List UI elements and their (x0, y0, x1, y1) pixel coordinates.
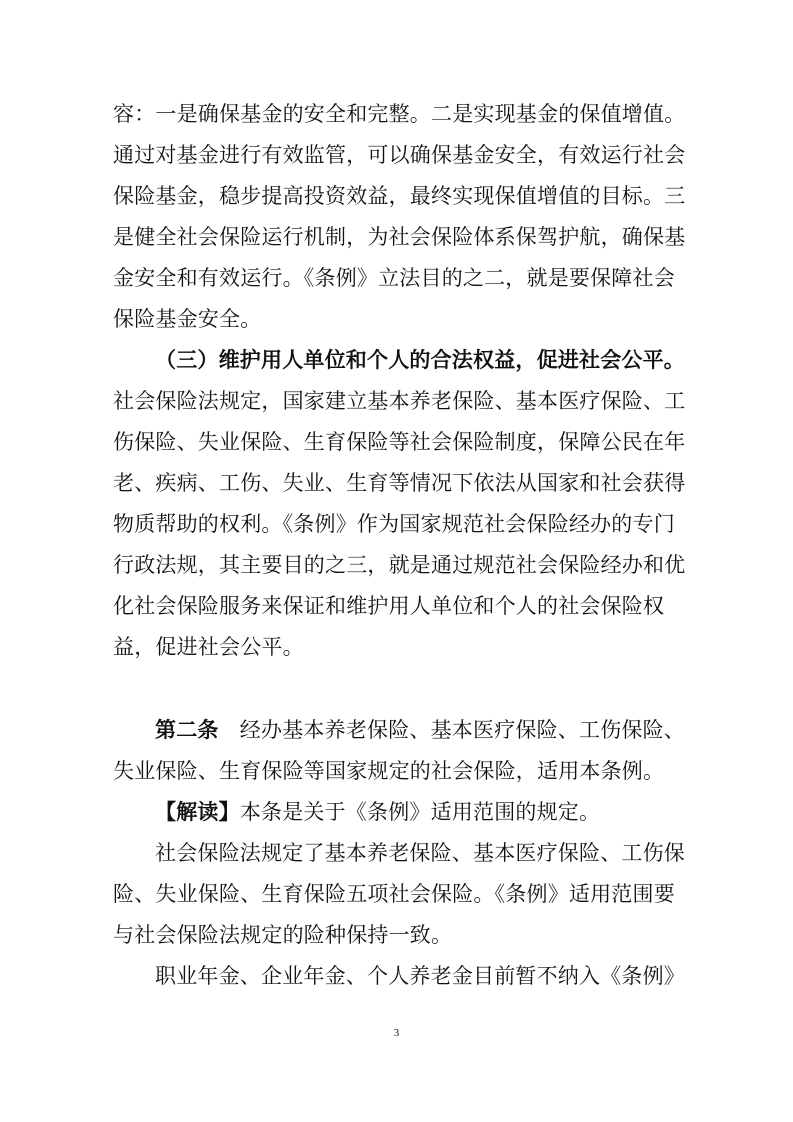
text-line: 化社会保险服务来保证和维护用人单位和个人的社会保险权 (113, 594, 665, 618)
interpretation-text: 本条是关于《条例》适用范围的规定。 (239, 800, 601, 824)
section-heading: （三）维护用人单位和个人的合法权益，促进社会公平。 (155, 347, 685, 372)
article-line (155, 716, 685, 744)
text-line: 物质帮助的权利。《条例》作为国家规范社会保险经办的专门 (113, 512, 675, 536)
text-line: 行政法规，其主要目的之三，就是通过规范社会保险经办和优 (113, 553, 686, 577)
text-line: 社会保险法规定，国家建立基本养老保险、基本医疗保险、工 (113, 389, 686, 413)
text-line: 险、失业保险、生育保险五项社会保险。《条例》适用范围要 (113, 882, 675, 906)
text-line: 伤保险、失业保险、生育保险等社会保险制度，保障公民在年 (113, 430, 686, 454)
text-line: 老、疾病、工伤、失业、生育等情况下依法从国家和社会获得 (113, 471, 686, 495)
article-label: 第二条 (155, 717, 219, 742)
page-number: 3 (393, 1027, 400, 1039)
interpretation-line (155, 798, 600, 826)
text-line: 保险基金安全。 (113, 307, 262, 331)
text-line: 保险基金，稳步提高投资效益，最终实现保值增值的目标。三 (113, 184, 686, 208)
text-line: 是健全社会保险运行机制，为社会保险体系保驾护航，确保基 (113, 225, 686, 249)
text-line: 与社会保险法规定的险种保持一致。 (113, 923, 453, 947)
article-text: 经办基本养老保险、基本医疗保险、工伤保险、 (218, 718, 686, 742)
text-line: 职业年金、企业年金、个人养老金目前暂不纳入《条例》 (155, 964, 685, 988)
article-line: 失业保险、生育保险等国家规定的社会保险，适用本条例。 (113, 759, 665, 783)
text-line: 益，促进社会公平。 (113, 635, 304, 659)
text-line: 金安全和有效运行。《条例》立法目的之二，就是要保障社会 (113, 266, 675, 290)
interpretation-label: 【解读】 (155, 799, 240, 824)
text-line: 容：一是确保基金的安全和完整。二是实现基金的保值增值。 (113, 102, 686, 126)
text-line: 社会保险法规定了基本养老保险、基本医疗保险、工伤保 (155, 841, 685, 865)
text-line: 通过对基金进行有效监管，可以确保基金安全，有效运行社会 (113, 143, 686, 167)
